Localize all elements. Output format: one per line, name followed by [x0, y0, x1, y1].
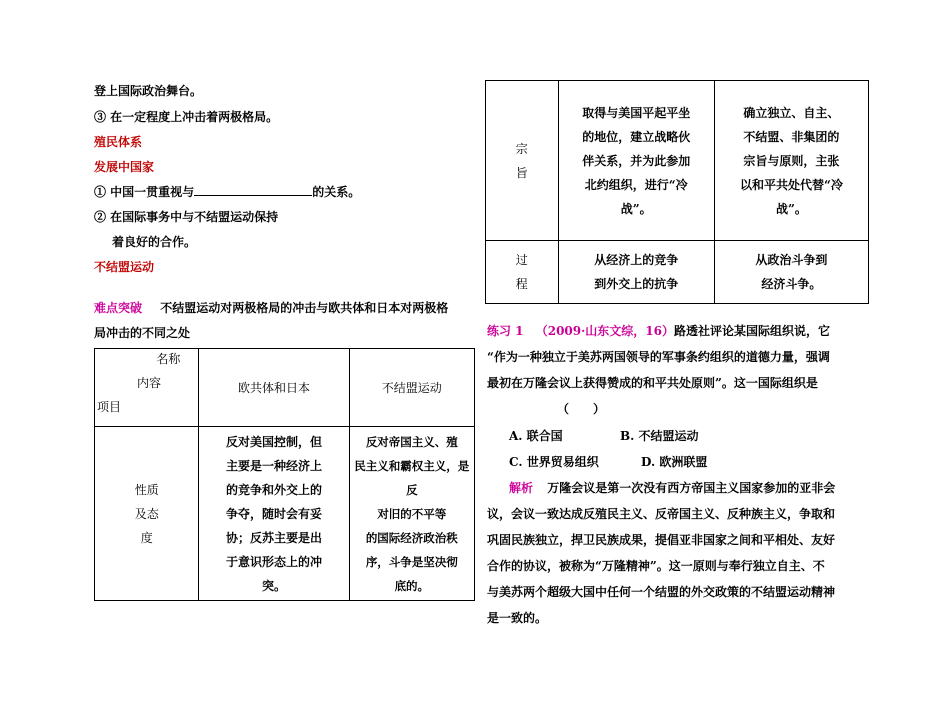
column-header: 不结盟运动 [349, 349, 474, 427]
exercise-text: 路透社评论某国际组织说，它 [674, 324, 831, 338]
exercise-text: 最初在万隆会议上获得赞成的和平共处原则”。这一国际组织是 [487, 376, 818, 390]
exercise-source: （2009·山东文综，16） [535, 324, 674, 338]
table-cell: 取得与美国平起平坐 的地位，建立战略伙 伴关系，并为此参加 北约组织，进行“冷 战”。 [558, 81, 714, 241]
blank-space [194, 184, 312, 196]
exercise-text: “作为一种独立于美苏两国领导的军事条约组织的道德力量，强调 [487, 350, 830, 364]
analysis-line [509, 479, 835, 496]
difficulty-text: 局冲击的不同之处 [94, 326, 191, 340]
difficulty-label: 难点突破 [94, 301, 143, 315]
text-line: ② 在国际事务中与不结盟运动保持 [94, 210, 279, 224]
table-cell: 从经济上的竞争 到外交上的抗争 [558, 241, 714, 304]
analysis-text: 是一致的。 [487, 611, 548, 625]
text-line: 着良好的合作。 [112, 235, 197, 249]
option-c: C. 世界贸易组织 [509, 455, 599, 469]
table-cell: 从政治斗争到 经济斗争。 [714, 241, 868, 304]
table-cell: 确立独立、自主、 不结盟、非集团的 宗旨与原则，主张 以和平共处代替“冷 战”。 [714, 81, 868, 241]
header-name: 名称 [156, 352, 181, 366]
row-label: 宗 旨 [486, 81, 559, 241]
analysis-text: 合作的协议，被称为“万隆精神”。这一原则与奉行独立自主、不 [487, 559, 825, 573]
table-cell: 反对美国控制，但 主要是一种经济上 的竞争和外交上的 争夺，随时会有妥 协；反苏主要是出 于意识形态上的冲 突。 [199, 427, 349, 601]
section-heading-nam: 不结盟运动 [94, 260, 155, 274]
text-fragment: ① 中国一贯重视与 [94, 185, 195, 199]
analysis-text: 议，会议一致达成反殖民主义、反帝国主义、反种族主义，争取和 [487, 507, 836, 521]
fill-blank-line [94, 183, 360, 200]
analysis-text: 与美苏两个超级大国中任何一个结盟的外交政策的不结盟运动精神 [487, 585, 836, 599]
difficulty-line [94, 299, 448, 316]
exercise-question-line [487, 322, 830, 339]
option-a: A. 联合国 [509, 429, 563, 443]
header-item: 项目 [97, 400, 122, 414]
analysis-label: 解析 [509, 481, 534, 495]
answer-parentheses: （ ） [557, 402, 606, 416]
analysis-text: 巩固民族独立，捍卫民族成果，提倡亚非国家之间和平相处、友好 [487, 533, 836, 547]
section-heading-developing: 发展中国家 [94, 160, 155, 174]
difficulty-text: 不结盟运动对两极格局的冲击与欧共体和日本对两极格 [160, 301, 449, 315]
table-cell: 反对帝国主义、殖 民主义和霸权主义，是反 对旧的不平等 的国际经济政治秩 序，斗争是坚决彻 底的。 [349, 427, 474, 601]
analysis-text: 万隆会议是第一次没有西方帝国主义国家参加的亚非会 [547, 481, 836, 495]
column-header: 欧共体和日本 [199, 349, 349, 427]
comparison-table-left [94, 348, 475, 601]
option-b: B. 不结盟运动 [620, 429, 699, 443]
text-fragment: 的关系。 [312, 185, 361, 199]
comparison-table-right [485, 80, 869, 304]
row-label: 性质 及态 度 [95, 427, 199, 601]
table-header-diagonal [95, 349, 199, 427]
option-d: D. 欧洲联盟 [641, 455, 708, 469]
exercise-label: 练习 1 [487, 324, 524, 338]
section-heading-colonial: 殖民体系 [94, 135, 143, 149]
text-line: 登上国际政治舞台。 [94, 84, 203, 98]
header-content: 内容 [137, 376, 162, 390]
text-line: ③ 在一定程度上冲击着两极格局。 [94, 110, 279, 124]
row-label: 过 程 [486, 241, 559, 304]
